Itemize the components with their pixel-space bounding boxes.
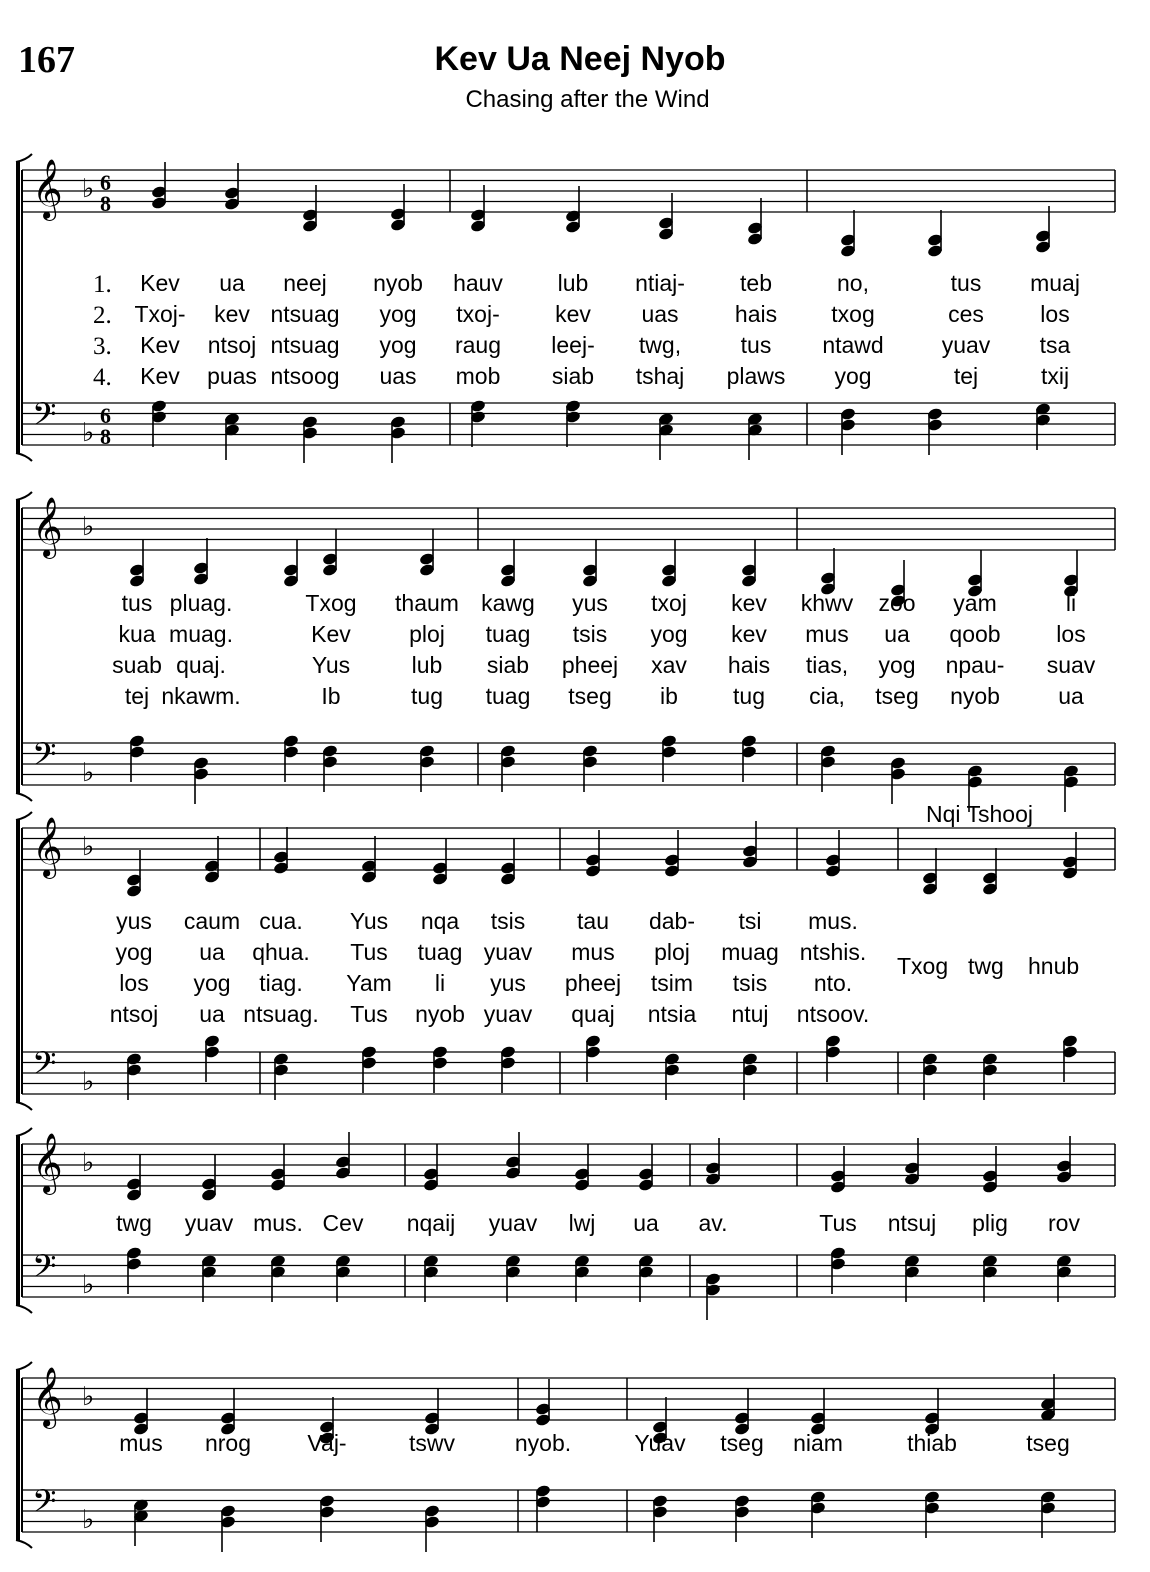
hymn-title: Kev Ua Neej Nyob: [434, 40, 726, 78]
verse-number: 2.: [93, 302, 112, 329]
lyric-syllable: mus: [571, 939, 615, 965]
lyric-syllable: lub: [557, 270, 589, 296]
lyric-syllable: muag.: [169, 621, 233, 647]
lyric-syllable: Kev: [311, 621, 351, 647]
lyric-syllable: ntsoog: [270, 363, 340, 389]
lyric-syllable: kev: [731, 621, 767, 647]
bass-clef-icon: 𝄢: [32, 736, 57, 780]
lyric-syllable: yuav: [184, 1210, 234, 1236]
refrain-lyric-syllable: twg: [968, 953, 1004, 979]
lyric-syllable: ntsuag: [270, 332, 340, 358]
lyric-syllable: ua: [199, 1001, 225, 1027]
lyric-syllable: Tus: [350, 939, 388, 965]
lyric-syllable: txoj: [651, 590, 687, 616]
lyric-syllable: nyob: [950, 683, 1000, 709]
lyric-syllable: thiab: [907, 1430, 957, 1456]
lyric-syllable: txij: [1040, 363, 1070, 389]
lyric-syllable: dab-: [648, 908, 696, 934]
lyric-syllable: nrog: [204, 1430, 252, 1456]
lyric-syllable: twg,: [638, 332, 682, 358]
lyric-syllable: ntsoj: [109, 1001, 159, 1027]
time-signature-bottom: 8: [100, 424, 111, 449]
bracket-hook: [16, 1305, 32, 1313]
lyric-syllable: yog: [379, 332, 417, 358]
lyric-syllable: mus.: [253, 1210, 303, 1236]
lyric-syllable: plaws: [726, 363, 786, 389]
bracket-hook: [16, 812, 32, 820]
bass-clef-icon: 𝄢: [32, 1483, 57, 1527]
lyric-syllable: suav: [1046, 652, 1096, 678]
lyric-syllable: hais: [734, 301, 778, 327]
refrain-label: Nqi Tshooj: [926, 801, 1033, 827]
lyric-syllable: tias,: [805, 652, 849, 678]
flat-key-signature-icon: ♭: [82, 418, 95, 448]
lyric-syllable: mob: [455, 363, 501, 389]
lyric-syllable: tus: [950, 270, 982, 296]
lyric-syllable: Ib: [321, 683, 341, 709]
lyric-syllable: ntsuj: [887, 1210, 937, 1236]
treble-clef-icon: 𝄞: [32, 159, 63, 219]
lyric-syllable: kev: [555, 301, 591, 327]
lyric-syllable: tej: [124, 683, 150, 709]
lyric-syllable: tug: [411, 683, 443, 709]
lyric-syllable: yog: [834, 363, 872, 389]
lyric-syllable: nyob: [373, 270, 423, 296]
lyric-syllable: pheej: [564, 970, 622, 996]
lyric-syllable: ntawd: [822, 332, 884, 358]
lyric-syllable: yus: [116, 908, 152, 934]
lyric-syllable: tsis: [732, 970, 768, 996]
lyric-syllable: li: [434, 970, 446, 996]
lyric-syllable: ces: [948, 301, 984, 327]
lyric-syllable: ua: [199, 939, 225, 965]
treble-clef-icon: 𝄞: [32, 817, 63, 877]
lyric-syllable: Yuav: [634, 1430, 686, 1456]
verse-number: 3.: [93, 333, 112, 360]
lyric-syllable: tseg: [568, 683, 612, 709]
lyric-syllable: puas: [207, 363, 257, 389]
lyric-syllable: quaj.: [176, 652, 226, 678]
bracket-hook: [16, 793, 32, 801]
lyric-syllable: yog: [650, 621, 688, 647]
lyric-syllable: uas: [379, 363, 417, 389]
lyric-syllable: tseg: [720, 1430, 764, 1456]
lyric-syllable: yog: [878, 652, 916, 678]
lyric-syllable: Cev: [322, 1210, 364, 1236]
lyric-syllable: siab: [551, 363, 595, 389]
lyric-syllable: tseg: [875, 683, 919, 709]
flat-key-signature-icon: ♭: [82, 512, 95, 542]
lyric-syllable: yus: [572, 590, 608, 616]
lyric-syllable: leej-: [551, 332, 595, 358]
verse-number: 1.: [93, 271, 112, 298]
lyric-syllable: tus: [740, 332, 772, 358]
lyric-syllable: mus: [805, 621, 849, 647]
lyric-syllable: yuav: [483, 1001, 533, 1027]
lyric-syllable: ua: [219, 270, 245, 296]
lyric-syllable: los: [1056, 621, 1086, 647]
lyric-syllable: Vaj-: [307, 1430, 347, 1456]
lyric-syllable: tug: [733, 683, 765, 709]
lyric-syllable: qoob: [949, 621, 1001, 647]
lyric-syllable: cua.: [259, 908, 303, 934]
lyric-syllable: yuav: [483, 939, 533, 965]
lyric-syllable: tus: [121, 590, 153, 616]
lyric-syllable: ploj: [654, 939, 690, 965]
lyric-syllable: pluag.: [169, 590, 233, 616]
lyric-syllable: siab: [486, 652, 530, 678]
treble-clef-icon: 𝄞: [32, 1367, 63, 1427]
lyric-syllable: tej: [953, 363, 979, 389]
lyric-syllable: av.: [698, 1210, 728, 1236]
lyric-syllable: Kev: [140, 363, 180, 389]
lyric-syllable: Kev: [140, 270, 180, 296]
lyric-syllable: tuag: [485, 683, 531, 709]
lyric-syllable: lub: [411, 652, 443, 678]
lyric-syllable: pheej: [561, 652, 619, 678]
lyric-syllable: Yam: [346, 970, 392, 996]
refrain-lyric-syllable: hnub: [1028, 953, 1080, 979]
flat-key-signature-icon: ♭: [82, 832, 95, 862]
lyric-syllable: quaj: [571, 1001, 615, 1027]
lyric-syllable: ntsia: [647, 1001, 697, 1027]
lyric-syllable: no,: [837, 270, 869, 296]
lyric-syllable: ib: [660, 683, 678, 709]
lyric-syllable: hais: [727, 652, 771, 678]
lyric-syllable: suab: [112, 652, 162, 678]
lyric-syllable: nto.: [813, 970, 853, 996]
lyric-syllable: qhua.: [252, 939, 310, 965]
lyric-syllable: plig: [972, 1210, 1008, 1236]
lyric-syllable: los: [1040, 301, 1070, 327]
lyric-syllable: lwj: [568, 1210, 596, 1236]
flat-key-signature-icon: ♭: [82, 174, 95, 204]
lyric-syllable: twg: [116, 1210, 152, 1236]
lyric-syllable: Yus: [311, 652, 351, 678]
lyric-syllable: Kev: [140, 332, 180, 358]
hymn-number: 167: [18, 39, 75, 81]
lyric-syllable: tsim: [650, 970, 694, 996]
bracket-hook: [16, 453, 32, 461]
lyric-syllable: tsa: [1039, 332, 1071, 358]
flat-key-signature-icon: ♭: [82, 1505, 95, 1535]
lyric-syllable: Tus: [350, 1001, 388, 1027]
verse-number: 4.: [93, 364, 112, 391]
time-signature-bottom: 8: [100, 191, 111, 216]
lyric-syllable: yam: [953, 590, 997, 616]
lyric-syllable: yog: [193, 970, 231, 996]
lyric-syllable: ntshis.: [799, 939, 867, 965]
lyric-syllable: xav: [651, 652, 687, 678]
lyric-syllable: ntuj: [731, 1001, 769, 1027]
lyric-syllable: kawg: [481, 590, 535, 616]
time-signature-top: 6: [100, 403, 111, 428]
lyric-syllable: yuav: [488, 1210, 538, 1236]
lyric-syllable: tuag: [485, 621, 531, 647]
lyric-syllable: caum: [183, 908, 241, 934]
lyric-syllable: nqa: [420, 908, 460, 934]
lyric-syllable: ua: [1058, 683, 1084, 709]
lyric-syllable: nyob.: [514, 1430, 572, 1456]
lyric-syllable: ntsoov.: [796, 1001, 870, 1027]
lyric-syllable: nqaij: [406, 1210, 456, 1236]
lyric-syllable: neej: [283, 270, 327, 296]
lyric-syllable: nkawm.: [161, 683, 241, 709]
bass-clef-icon: 𝄢: [32, 1045, 57, 1089]
bass-clef-icon: 𝄢: [32, 1248, 57, 1292]
lyric-syllable: tau: [577, 908, 609, 934]
lyric-syllable: thaum: [395, 590, 459, 616]
lyric-syllable: Txog: [305, 590, 357, 616]
lyric-syllable: ntsuag.: [243, 1001, 319, 1027]
flat-key-signature-icon: ♭: [82, 1067, 95, 1097]
bass-clef-icon: 𝄢: [32, 396, 57, 440]
lyric-syllable: yog: [115, 939, 153, 965]
lyric-syllable: tswv: [409, 1430, 455, 1456]
bracket-hook: [16, 1102, 32, 1110]
lyric-syllable: ua: [884, 621, 910, 647]
lyric-syllable: kev: [214, 301, 250, 327]
lyric-syllable: muaj: [1030, 270, 1080, 296]
flat-key-signature-icon: ♭: [82, 1270, 95, 1300]
flat-key-signature-icon: ♭: [82, 758, 95, 788]
lyric-syllable: hauv: [453, 270, 503, 296]
lyric-syllable: kua: [118, 621, 156, 647]
treble-clef-icon: 𝄞: [32, 497, 63, 557]
lyric-syllable: yog: [379, 301, 417, 327]
flat-key-signature-icon: ♭: [82, 1382, 95, 1412]
lyric-syllable: mus.: [808, 908, 858, 934]
lyric-syllable: tsis: [490, 908, 526, 934]
lyric-syllable: khwv: [800, 590, 854, 616]
lyric-syllable: tiag.: [259, 970, 303, 996]
lyric-syllable: rov: [1048, 1210, 1080, 1236]
lyric-syllable: kev: [731, 590, 767, 616]
lyric-syllable: ntiaj-: [635, 270, 685, 296]
time-signature-top: 6: [100, 170, 111, 195]
lyric-syllable: yus: [490, 970, 526, 996]
lyric-syllable: Txoj-: [134, 301, 186, 327]
lyric-syllable: tsis: [572, 621, 608, 647]
lyric-syllable: ua: [633, 1210, 659, 1236]
bracket-hook: [16, 1362, 32, 1370]
lyric-syllable: tsi: [738, 908, 762, 934]
bracket-hook: [16, 1128, 32, 1136]
lyric-syllable: Yus: [349, 908, 389, 934]
lyric-syllable: txog: [831, 301, 875, 327]
lyric-syllable: raug: [454, 332, 502, 358]
lyric-syllable: teb: [740, 270, 772, 296]
lyric-syllable: ntsuag: [270, 301, 340, 327]
hymn-subtitle: Chasing after the Wind: [465, 86, 710, 113]
lyric-syllable: los: [119, 970, 149, 996]
lyric-syllable: mus: [119, 1430, 163, 1456]
bracket-hook: [16, 492, 32, 500]
lyric-syllable: cia,: [809, 683, 845, 709]
lyric-syllable: tseg: [1026, 1430, 1070, 1456]
lyric-syllable: li: [1065, 590, 1077, 616]
lyric-syllable: muag: [721, 939, 779, 965]
lyric-syllable: niam: [793, 1430, 843, 1456]
bracket-hook: [16, 154, 32, 162]
lyric-syllable: tuag: [417, 939, 463, 965]
lyric-syllable: nyob: [415, 1001, 465, 1027]
lyric-syllable: zoo: [878, 590, 916, 616]
lyric-syllable: npau-: [945, 652, 1005, 678]
lyric-syllable: tshaj: [635, 363, 685, 389]
treble-clef-icon: 𝄞: [32, 1133, 63, 1193]
flat-key-signature-icon: ♭: [82, 1148, 95, 1178]
lyric-syllable: Tus: [819, 1210, 857, 1236]
lyric-syllable: yuav: [941, 332, 991, 358]
lyric-syllable: uas: [641, 301, 679, 327]
lyric-syllable: ntsoj: [207, 332, 257, 358]
lyric-syllable: ploj: [409, 621, 445, 647]
bracket-hook: [16, 1540, 32, 1548]
refrain-lyric-syllable: Txog: [897, 953, 949, 979]
lyric-syllable: txoj-: [456, 301, 500, 327]
